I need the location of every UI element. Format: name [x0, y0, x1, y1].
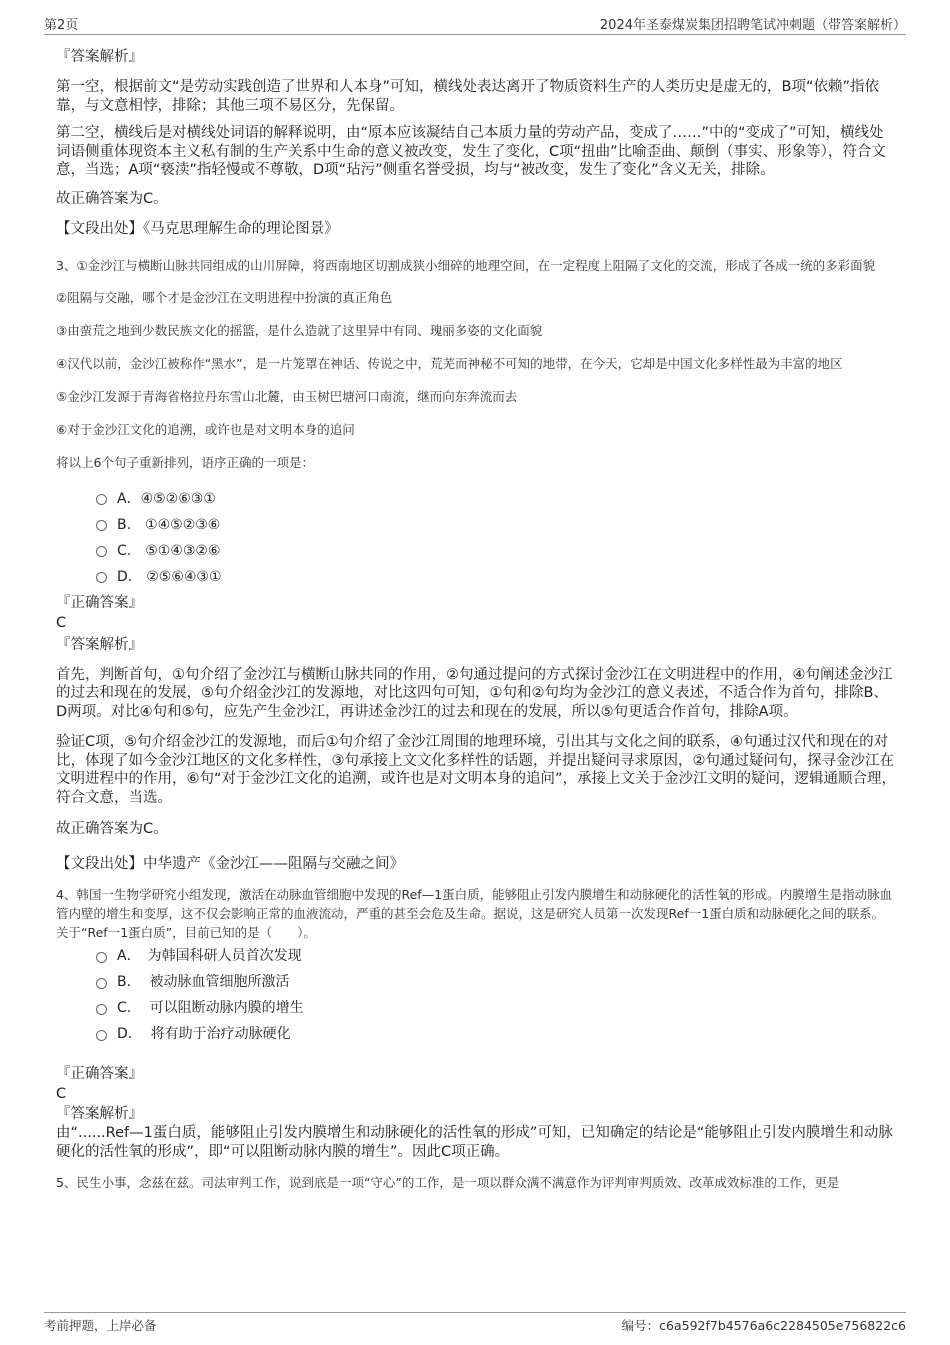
radio-icon[interactable] — [96, 494, 107, 505]
q3-analysis-para2: 验证C项，⑤句介绍金沙江的发源地，而后①句介绍了金沙江周围的地理环境，引出其与文化之间的联系，④句通过汉代和现在的对比，体现了如今金沙江地区的文化多样性，③句承接上文文化多样性的话题，并提出疑问寻求原因，②句通过疑问句，探寻金沙江在文明进程中的作用，⑥句“对于金沙江文化的追溯，或许也是对文明本身的追问”，承接上文关于金沙江文明的疑问，逻辑通顺合理，符合文意，当选。 — [56, 734, 897, 806]
q3-source: 【文段出处】中华遗产《金沙江——阻隔与交融之间》 — [56, 855, 404, 872]
radio-icon[interactable] — [96, 520, 107, 531]
q2-analysis-para1: 第一空，根据前文“是劳动实践创造了世界和人本身”可知，横线处表达离开了物质资料生产的人类历史是虚无的，B项“依赖”指依靠，与文意相悖，排除；其他三项不易区分，先保留。 — [56, 79, 879, 114]
q3-option-b-label: B. ①④⑤②③⑥ — [117, 516, 221, 533]
radio-icon[interactable] — [96, 546, 107, 557]
q4-analysis-heading: 『答案解析』 — [56, 1106, 143, 1122]
q4-answer-heading: 『正确答案』 — [56, 1066, 143, 1082]
q3-options — [56, 486, 898, 590]
radio-icon[interactable] — [96, 572, 107, 583]
q3-option-c-label: C. ⑤①④③②⑥ — [117, 542, 221, 559]
q4-option-a-label: A． 为韩国科研人员首次发现 — [117, 948, 302, 964]
radio-icon[interactable] — [96, 1030, 107, 1041]
q4-analysis: 由“......Ref—1蛋白质，能够阻止引发内膜增生和动脉硬化的活性氧的形成”可知，已知确定的结论是“能够阻止引发内膜增生和动脉硬化的活性氧的形成”，即“可以阻断动脉内膜的增生”。因此C项正确。 — [56, 1125, 893, 1160]
q3-option-d-label: D. ②⑤⑥④③① — [117, 568, 222, 585]
radio-icon[interactable] — [96, 978, 107, 989]
q4-stem: 4、韩国一生物学研究小组发现，激活在动脉血管细胞中发现的Ref—1蛋白质，能够阻止引发内膜增生和动脉硬化的活性氧的形成。内膜增生是指动脉血管内壁的增生和变厚，这不仅会影响正常的血液流动，严重的甚至会危及生命。据说，这是研究人员第一次发现Ref一1蛋白质和动脉硬化之间的联系。 — [56, 887, 893, 921]
radio-icon[interactable] — [96, 1004, 107, 1015]
q3-option-a-label: A．④⑤②⑥③① — [117, 490, 216, 507]
q3-sentence-3: ③由蛮荒之地到少数民族文化的摇篮，是什么造就了这里异中有同、瑰丽多姿的文化面貌 — [56, 322, 543, 338]
page-footer — [44, 1312, 906, 1333]
q3-analysis-para1: 首先，判断首句，①句介绍了金沙江与横断山脉共同的作用，②句通过提问的方式探讨金沙江在文明进程中的作用，④句阐述金沙江的过去和现在的发展，⑤句介绍金沙江的发源地，对比这四句可知，①句和②句均为金沙江的意义表述，不适合作为首句，排除B、D两项。对比④句和⑤句，应先产生金沙江，再讲述金沙江的过去和现在的发展，所以⑤句更适合作首句，排除A项。 — [56, 666, 893, 720]
page-number: 第2页 — [44, 18, 79, 33]
q5-stem: 5、民生小事，念兹在兹。司法审判工作，说到底是一项“守心”的工作，是一项以群众满不满意作为评判审判质效、改革成效标准的工作，更是 — [56, 1175, 840, 1190]
q3-option-d[interactable] — [56, 564, 898, 590]
footer-slogan: 考前押题，上岸必备 — [44, 1318, 157, 1333]
document-body — [56, 42, 898, 1192]
document-id: 编号：c6a592f7b4576a6c2284505e756822c6 — [621, 1318, 906, 1333]
q4-option-d[interactable] — [56, 1021, 898, 1047]
q3-sentence-2: ②阻隔与交融，哪个才是金沙江在文明进程中扮演的真正角色 — [56, 289, 393, 305]
q4-option-d-label: D. 将有助于治疗动脉硬化 — [117, 1026, 291, 1042]
document-title: 2024年圣泰煤炭集团招聘笔试冲刺题（带答案解析） — [599, 18, 906, 33]
q4-option-b-label: B. 被动脉血管细胞所激活 — [117, 974, 290, 990]
q4-options — [56, 943, 898, 1047]
q2-conclusion: 故正确答案为C。 — [56, 190, 168, 207]
q3-prompt: 将以上6个句子重新排列，语序正确的一项是： — [56, 454, 314, 470]
q3-sentence-6: ⑥对于金沙江文化的追溯，或许也是对文明本身的追问 — [56, 421, 355, 437]
radio-icon[interactable] — [96, 952, 107, 963]
q4-answer: C — [56, 1086, 67, 1102]
q3-answer-heading: 『正确答案』 — [56, 594, 143, 611]
q4-option-b[interactable] — [56, 969, 898, 995]
q2-analysis-heading: 『答案解析』 — [56, 49, 143, 65]
q4-question: 关于“Ref一1蛋白质”，目前已知的是（ ）。 — [56, 925, 316, 940]
q3-sentence-4: ④汉代以前，金沙江被称作“黑水”，是一片笼罩在神话、传说之中，荒芜而神秘不可知的地带，在今天，它却是中国文化多样性最为丰富的地区 — [56, 355, 843, 371]
q3-analysis-heading: 『答案解析』 — [56, 636, 143, 653]
q3-sentence-5: ⑤金沙江发源于青海省格拉丹东雪山北麓，由玉树巴塘河口南流，继而向东奔流而去 — [56, 388, 518, 404]
q3-sentence-1: 3、①金沙江与横断山脉共同组成的山川屏障，将西南地区切割成狭小细碎的地理空间，在一定程度上阻隔了文化的交流，形成了各成一统的多彩面貌 — [56, 257, 876, 273]
q3-option-b[interactable] — [56, 512, 898, 538]
q2-source: 【文段出处】《马克思理解生命的理论图景》 — [56, 221, 339, 237]
q4-option-c-label: C. 可以阻断动脉内膜的增生 — [117, 1000, 304, 1016]
q2-analysis-para2: 第二空，横线后是对横线处词语的解释说明，由“原本应该凝结自己本质力量的劳动产品，变成了……”中的“变成了”可知，横线处词语侧重体现资本主义私有制的生产关系中生命的意义被改变，发生了变化，C项“扭曲”比喻歪曲、颠倒（事实、形象等），符合文意，当选；A项“亵渎”指轻慢或不尊敬，D项“玷污”侧重名誉受损，均与“被改变，发生了变化”含义无关，排除。 — [56, 125, 886, 178]
q3-option-c[interactable] — [56, 538, 898, 564]
q4-option-c[interactable] — [56, 995, 898, 1021]
q3-conclusion: 故正确答案为C。 — [56, 821, 168, 837]
q4-option-a[interactable] — [56, 943, 898, 969]
q3-answer: C — [56, 614, 67, 631]
q3-option-a[interactable] — [56, 486, 898, 512]
page-header — [44, 12, 906, 35]
